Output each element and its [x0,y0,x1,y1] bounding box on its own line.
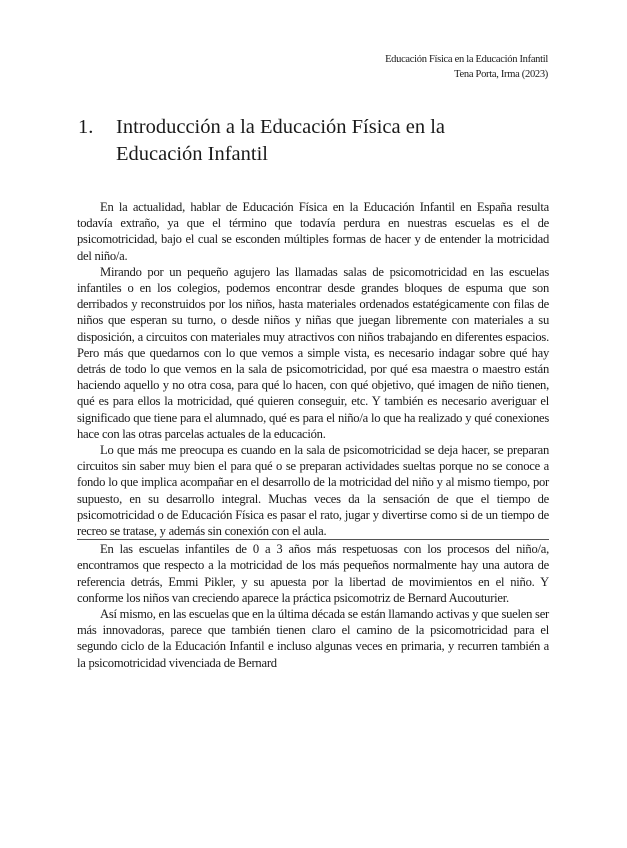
running-header [385,52,548,82]
paragraph: Así mismo, en las escuelas que en la última década se están llamando activas y que suelen ser más innovadoras, parece que también tienen claro el camino de la psicomotricidad para el segundo ciclo de la Educación Infantil e incluso algunas veces en primaria, y recurren también a la psicomotricidad vivenciada de Bernard [77,607,549,670]
header-title: Educación Física en la Educación Infantil [385,54,548,65]
paragraph: Mirando por un pequeño agujero las llamadas salas de psicomotricidad en las escuelas infantiles o en los colegios, podemos encontrar desde grandes bloques de espuma que son derribados y reconstruidos por los niños, hasta materiales ordenados estatégicamente con filas de niños que esperan su turno, o desde niños y niñas que juegan libremente con materiales a su disposición, a circuitos con materiales muy atractivos con niños trabajando en diferentes espacios. Pero más que quedarnos con lo que vemos a simple vista, es necesario indagar sobre qué hay detrás de todo lo que vemos en la sala de psicomotricidad, por qué esa maestra o maestro están haciendo aquello y no otra cosa, para qué lo hacen, con qué objetivo, qué imagen de niño tienen, qué es para ellos la motricidad, qué quieren conseguir, etc. Y también es necesario averiguar el significado que tiene para el alumnado, qué es para el niño/a lo que ha realizado y qué conexiones hace con las otras parcelas actuales de la educación. [77,264,549,441]
section-heading [78,114,518,168]
paragraph: En la actualidad, hablar de Educación Física en la Educación Infantil en España resulta todavía extraño, ya que el término que todavía perdura en nuestras escuelas es el de psicomotricidad, bajo el cual se esconden múltiples formas de hacer y de entender la motricidad del niño/a. [77,200,549,263]
section-title: Introducción a la Educación Física en la Educación Infantil [116,116,446,165]
paragraph: En las escuelas infantiles de 0 a 3 años más respetuosas con los procesos del niño/a, encontramos que respecto a la motricidad de los más pequeños normalmente hay una autora de referencia detrás, Emmi Pikler, y su apuesta por la libertad de movimientos en el niño. Y conforme los niños van creciendo aparece la práctica psicomotriz de Bernard Aucouturier. [77,539,549,606]
paragraph: Lo que más me preocupa es cuando en la sala de psicomotricidad se deja hacer, se preparan circuitos sin saber muy bien el para qué o se preparan actividades sueltas porque no se conoce a fondo lo que implica acompañar en el desarrollo de la motricidad del niño y al mismo tiempo, por supuesto, en su desarrollo integral. Muchas veces da la sensación de que el tiempo de psicomotricidad o de Educación Física es pasar el rato, jugar y divertirse como si de un tiempo de recreo se tratase, y además sin conexión con el aula. [77,443,549,539]
header-author: Tena Porta, Irma (2023) [454,69,548,80]
section-number: 1. [78,116,94,138]
body-text [77,199,549,671]
